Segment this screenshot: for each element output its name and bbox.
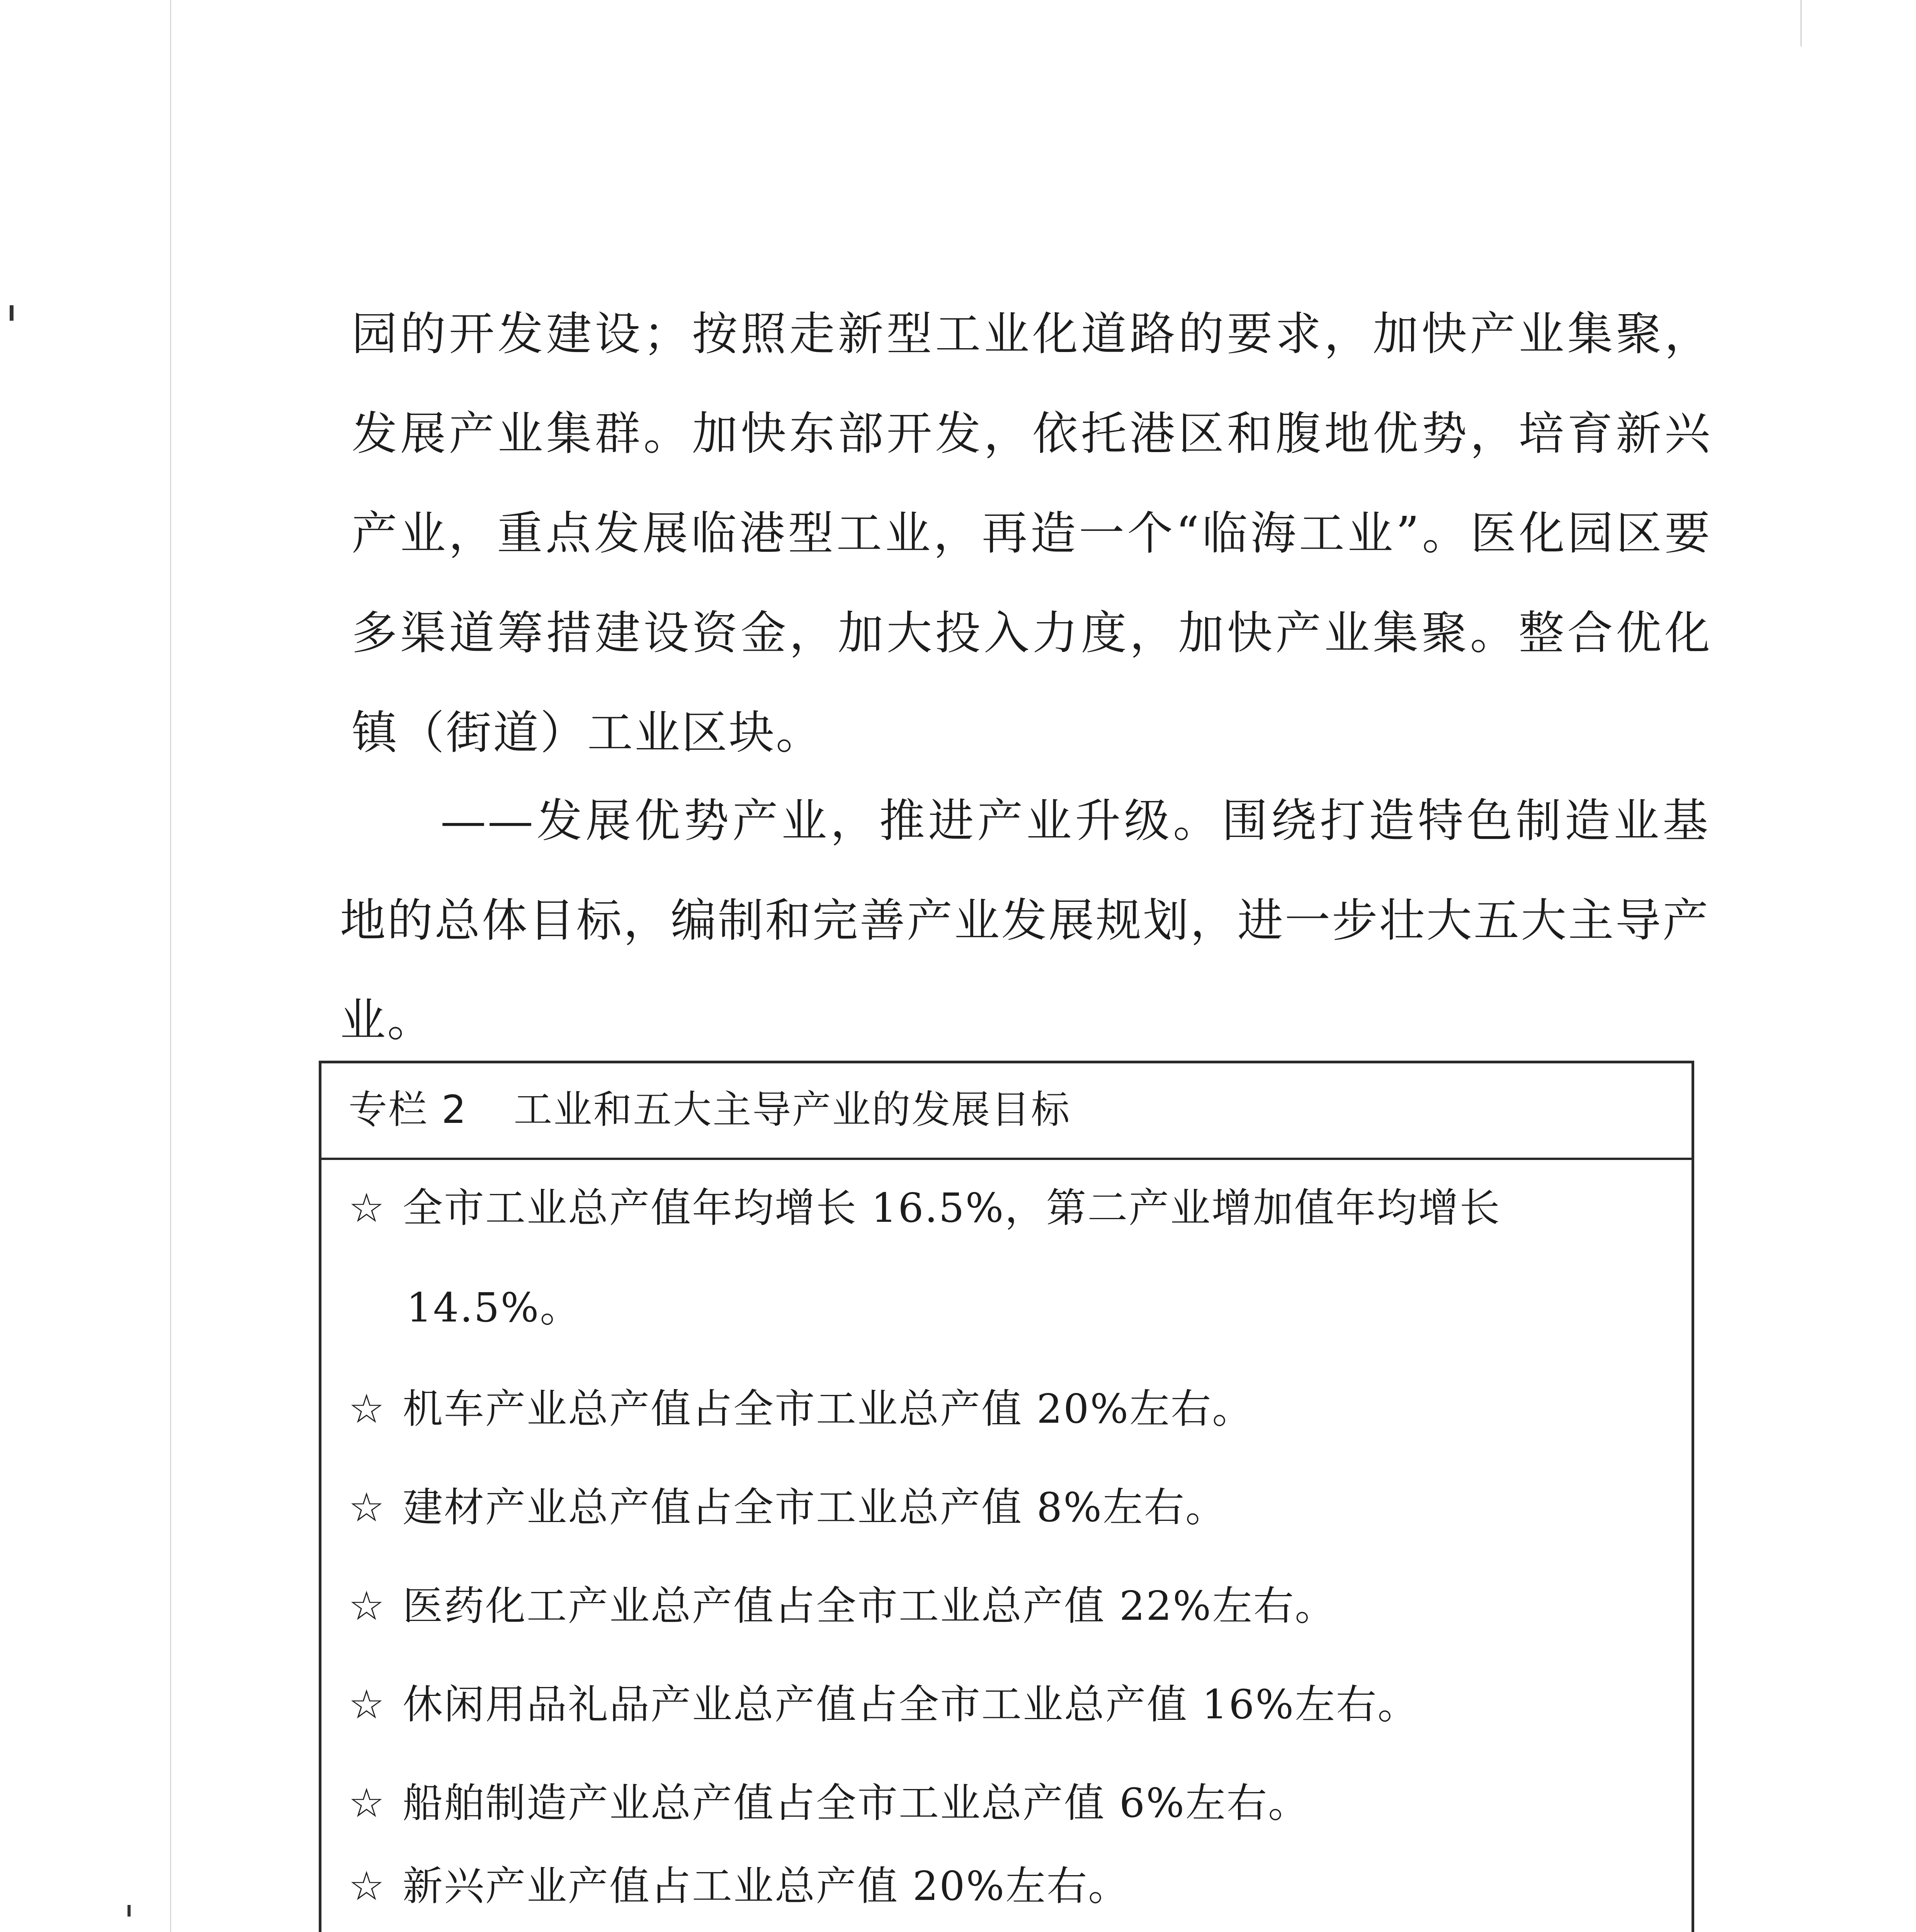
scan-left-edge — [170, 0, 171, 1932]
column-box-header — [321, 1063, 1692, 1160]
box-item: ☆ 建材产业总产值占全市工业总产值 8%左右。 — [349, 1458, 1670, 1557]
star-icon: ☆ — [349, 1184, 386, 1231]
box-item: ☆ 机车产业总产值占全市工业总产值 20%左右。 — [349, 1359, 1670, 1459]
column-box — [319, 1061, 1694, 1932]
box-item: ☆ 休闲用品礼品产业总产值占全市工业总产值 16%左右。 — [349, 1655, 1670, 1754]
star-icon: ☆ — [349, 1582, 386, 1629]
scan-speck — [10, 305, 14, 321]
column-box-title: 工业和五大主导产业的发展目标 — [513, 1087, 1071, 1132]
scan-right-edge — [1800, 0, 1802, 46]
star-icon: ☆ — [349, 1862, 386, 1910]
scan-speck — [128, 1905, 131, 1917]
paragraph-advantage-industries: ——发展优势产业，推进产业升级。围绕打造特色制造业基地的总体目标，编制和完善产业发展规划，进一步壮大五大主导产业。 — [340, 794, 1710, 1047]
star-icon: ☆ — [349, 1779, 386, 1827]
star-icon: ☆ — [349, 1681, 386, 1728]
column-box-label: 专栏 2 — [349, 1087, 468, 1132]
box-item: ☆ 船舶制造产业总产值占全市工业总产值 6%左右。 — [349, 1753, 1670, 1853]
star-icon: ☆ — [349, 1385, 386, 1432]
star-icon: ☆ — [349, 1484, 386, 1531]
box-item: ☆ 全市工业总产值年均增长 16.5%，第二产业增加值年均增长 — [349, 1158, 1670, 1258]
box-item: ☆ 医药化工产业总产值占全市工业总产值 22%左右。 — [349, 1556, 1670, 1656]
box-item: ☆ 新兴产业产值占工业总产值 20%左右。 — [349, 1836, 1670, 1932]
paragraph-industrial-parks: 园的开发建设；按照走新型工业化道路的要求，加快产业集聚，发展产业集群。加快东部开发，依托港区和腹地优势，培育新兴产业，重点发展临港型工业，再造一个“临海工业”。医化园区要多渠道筹措建设资金，加大投入力度，加快产业集聚。整合优化镇（街道）工业区块。 — [352, 307, 1712, 759]
box-item-continuation: 14.5%。 — [406, 1284, 581, 1331]
